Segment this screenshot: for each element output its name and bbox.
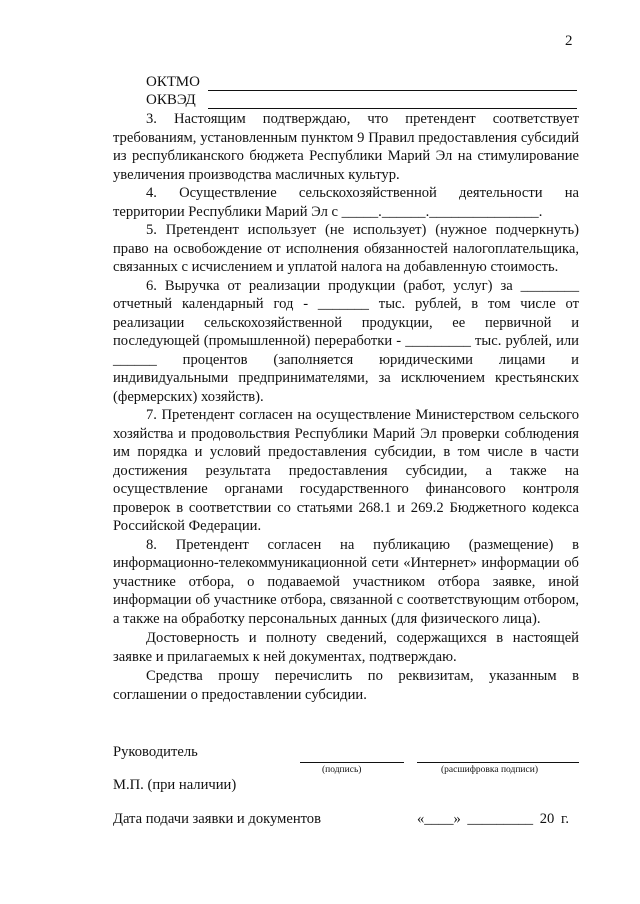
- page-number: 2: [565, 33, 573, 49]
- signature-line: [300, 762, 404, 763]
- paragraph-4: 4. Осуществление сельскохозяйственной деятельности на территории Республики Марий Эл с _____.______._______________.: [113, 185, 579, 220]
- okved-line: [208, 94, 577, 109]
- oktmo-field: [146, 74, 577, 91]
- decoding-caption: (расшифровка подписи): [441, 765, 538, 775]
- paragraph-8: 8. Претендент согласен на публикацию (размещение) в информационно-телекоммуникационной сети «Интернет» информации об участнике отбора, о подаваемой участником отбора заявке, иной информации об участнике отбора, связанной с соответствующим отбором, а также на обработку персональных данных (для физического лица).: [113, 536, 579, 627]
- paragraph-6: 6. Выручка от реализации продукции (работ, услуг) за ________ отчетный календарный год - _______ тыс. рублей, в том числе от реализации сельскохозяйственной продукции, ее первичной и последующей (промышленной) переработки - _________ тыс. рублей, или ______ процентов (заполняется юридическими лицами и индивидуальными предпринимателями, за исключением крестьянских (фермерских) хозяйств).: [113, 277, 579, 405]
- paragraph-payment: Средства прошу перечислить по реквизитам, указанным в соглашении о предоставлении субсидии.: [113, 668, 579, 703]
- stamp-label: М.П. (при наличии): [113, 777, 237, 793]
- head-label: Руководитель: [113, 744, 198, 760]
- signature-caption: (подпись): [322, 765, 362, 775]
- okved-field: [146, 92, 577, 109]
- submission-date: «____» _________ 20 г.: [417, 811, 569, 827]
- date-label: Дата подачи заявки и документов: [113, 811, 321, 827]
- oktmo-line: [208, 76, 577, 91]
- oktmo-label: ОКТМО: [146, 74, 200, 90]
- paragraph-confirmation: Достоверность и полноту сведений, содержащихся в настоящей заявке и прилагаемых к ней документах, подтверждаю.: [113, 630, 579, 665]
- paragraph-5: 5. Претендент использует (не использует) (нужное подчеркнуть) право на освобождение от исполнения обязанностей налогоплательщика, связанных с исчислением и уплатой налога на добавленную стоимость.: [113, 222, 579, 275]
- okved-label: ОКВЭД: [146, 92, 196, 108]
- paragraph-3: 3. Настоящим подтверждаю, что претендент соответствует требованиям, установленным пунктом 9 Правил предоставления субсидий из республиканского бюджета Республики Марий Эл на стимулирование увеличения производства масличных культур.: [113, 111, 579, 183]
- application-body: [113, 110, 579, 704]
- paragraph-7: 7. Претендент согласен на осуществление Министерством сельского хозяйства и продовольствия Республики Марий Эл проверки соблюдения им порядка и условий предоставления субсидии, в том числе в части достижения результата предоставления субсидии, а также на осуществление органами государственного финансового контроля проверок в соответствии со статьями 268.1 и 269.2 Бюджетного кодекса Российской Федерации.: [113, 407, 579, 534]
- decoding-line: [417, 762, 579, 763]
